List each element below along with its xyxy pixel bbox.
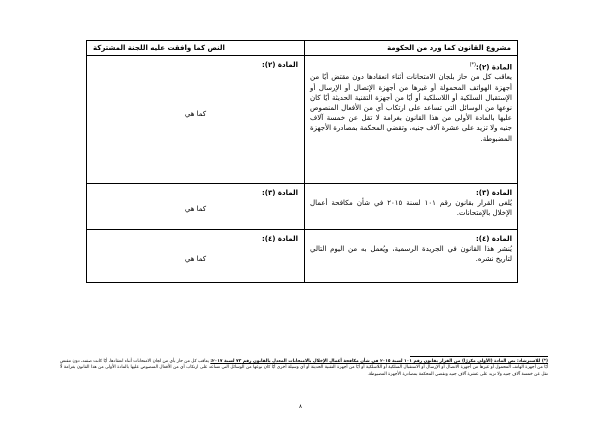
article-text: يُلغى القرار بقانون رقم ١٠١ لسنة ٢٠١٥ في شأن مكافحة أعمال الإخلال بالإمتحانات. (310, 199, 512, 218)
table-row (87, 184, 518, 230)
bill-cell-article-2 (305, 56, 518, 184)
article-title: المادة (٢): (262, 61, 298, 69)
footnote-head: (*) للاسترشاد: نص المادة (الأولى مكررًا) من القرار بقانون رقم ١٠١ لسنة ٢٠١٥ في شأن مكافحة أعمال الإخلال بالامتحانات المعدل بالقانون رقم ٧٣ لسنة ٢٠١٧: (210, 359, 549, 364)
committee-verdict: كما هي (184, 110, 207, 118)
header-committee: النص كما وافقت عليه اللجنة المشتركة (87, 41, 305, 56)
table-row (87, 56, 518, 184)
footnote-text: يعاقب كل من حاز بأي من لجان الامتحانات أثناء انعقادها، أيًا كانت صفته، دون مقتضٍ أيًا من أجهزة الهاتف المحمول أو غيرها من أجهزة الاتصال أو الإرسال أو الاستقبال السلكية أو اللاسلكية أو أيًا من أجهزة التقنية الحديثة أو أي وسيلة أخرى أيًا كان نوعها من الوسائل التي تساعد على ارتكاب أي من الأفعال المنصوص عليها بالمادة الأولى من هذا القانون بغرامة لا تقل عن خمسة آلاف جنيه ولا تزيد على عشرة آلاف جنيه وتقضي المحكمة بمصادرة الأجهزة المضبوطة. (60, 359, 548, 377)
committee-cell-article-4 (87, 230, 305, 283)
article-title: المادة (٤): (262, 235, 298, 243)
footnote-divider (410, 356, 548, 357)
committee-cell-article-2 (87, 56, 305, 184)
committee-cell-article-3 (87, 184, 305, 230)
article-title: المادة (٢):(*) (469, 62, 512, 72)
page-number: ٨ (299, 404, 302, 410)
article-title: المادة (٣): (476, 189, 512, 197)
bill-cell-article-4 (305, 230, 518, 283)
committee-verdict: كما هي (184, 255, 207, 263)
header-bill: مشروع القانون كما ورد من الحكومة (305, 41, 518, 56)
article-text: يُنشر هذا القانون في الجريدة الرسمية، ويُعمل به من اليوم التالي لتاريخ نشره. (310, 245, 512, 264)
footnote (60, 359, 548, 378)
article-title: المادة (٤): (476, 235, 512, 243)
comparison-table (86, 40, 518, 283)
footnote-marker: (*) (469, 62, 476, 68)
bill-cell-article-3 (305, 184, 518, 230)
article-text: يعاقب كل من حاز بلجان الامتحانات أثناء انعقادها دون مقتض أيًا من أجهزة الهواتف المحمولة أو غيرها من أجهزة الإتصال أو الإرسال أو الإستقبال السلكية أو اللاسلكية أو أيًا من أجهزة التقنية الحديثة أيًا كان نوعها من الوسائل التي تساعد على ارتكاب أي من الأفعال المنصوص عليها بالمادة الأولى من هذا القانون بغرامة لا تقل عن خمسة آلاف جنيه ولا تزيد على عشرة آلاف جنيه، وتقضي المحكمة بمصادرة الأجهزة المضبوطة. (310, 73, 512, 143)
table-row (87, 230, 518, 283)
table-header-row (87, 41, 518, 56)
article-title: المادة (٣): (262, 189, 298, 197)
committee-verdict: كما هي (184, 205, 207, 213)
